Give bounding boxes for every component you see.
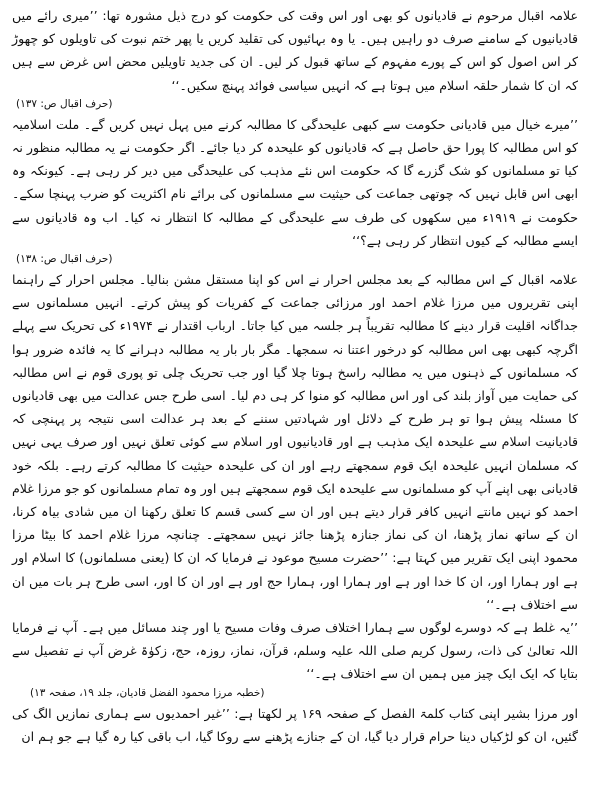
citation-harf-iqbal-138: (حرف اقبال ص: ۱۳۸)	[16, 253, 113, 266]
paragraph-iqbal-advice: علامہ اقبال مرحوم نے قادیانوں کو بھی اور اس وقت کی حکومت کو درج ذیل مشورہ تھا: ’’میری رائے میں قادیانیوں کے سامنے صرف دو راہیں ہیں۔ یا وہ بہائیوں کی تقلید کریں یا پھر ختم نبوت کی تاویلوں کو چھوڑ کر اس اصول کو اس کے پورے مفہوم کے ساتھ قبول کر لیں۔ ان کی جدید تاویلیں محض اس غرض سے ہیں کہ ان کا شمار حلقہ اسلام میں ہوتا ہے کہ انہیں سیاسی فوائد پہنچ سکیں۔‘‘	[12, 8, 578, 93]
citation-khutba-mahmood: (خطبہ مرزا محمود الفضل قادیان، جلد ۱۹، صفحہ ۱۳)	[30, 686, 265, 699]
citation-harf-iqbal-137: (حرف اقبال ص: ۱۳۷)	[16, 97, 113, 110]
paragraph-iqbal-quote: ’’میرے خیال میں قادیانی حکومت سے کبھی علیحدگی کا مطالبہ کرنے میں پہل نہیں کریں گے۔ ملت اسلامیہ کو اس مطالبہ کا پورا حق حاصل ہے کہ قادیانوں کو علیحدہ کر دیا جائے۔ اگر حکومت نے یہ مطالبہ منظور نہ کیا تو مسلمانوں کو شک گزرے گا کہ حکومت اس نئے مذہب کی علیحدگی میں دیر کر رہی ہے۔ کیونکہ وہ ابھی اس قابل نہیں کہ چوتھی جماعت کی حیثیت سے مسلمانوں کی برائے نام اکثریت کو ضرب پہنچا سکے۔ حکومت نے ۱۹۱۹ء میں سکھوں کی طرف سے علیحدگی کے مطالبہ کا انتظار نہ کیا۔ اب وہ قادیانوں سے ایسے مطالبہ کے کیوں انتظار کر رہی ہے؟‘‘	[12, 116, 579, 248]
paragraph-mirza-bashir: اور مرزا بشیر اپنی کتاب کلمۃ الفصل کے صفحہ ۱۶۹ پر لکھتا ہے: ’’غیر احمدیوں سے ہماری نمازیں الگ کی گئیں، ان کو لڑکیاں دینا حرام قرار دیا گیا، ان کے جنازے پڑھنے سے روکا گیا، اب باقی کیا رہ گیا ہے جو ہم ان	[12, 705, 578, 744]
paragraph-mahmood-quote: ’’یہ غلط ہے کہ دوسرے لوگوں سے ہمارا اختلاف صرف وفات مسیح یا اور چند مسائل میں ہے۔ آپ نے فرمایا اللہ تعالیٰ کی ذات، رسول کریم صلی اللہ علیہ وسلم، قرآن، نماز، روزہ، حج، زکوٰۃ غرض آپ نے تفصیل سے بتایا کہ ایک ایک چیز میں ہمیں ان سے اختلاف ہے۔‘‘	[12, 620, 578, 682]
paragraph-ahrar-mission: علامہ اقبال کے اس مطالبہ کے بعد مجلس احرار نے اس کو اپنا مستقل مشن بنالیا۔ مجلس احرار کے راہنما اپنی تقریروں میں مرزا غلام احمد اور مرزائی جماعت کے کفریات کو پیش کرتے۔ انہیں مسلمانوں سے جداگانہ اقلیت قرار دینے کا مطالبہ تقریباً ہر جلسہ میں کیا جاتا۔ ارباب اقتدار نے ۱۹۷۴ء کی تحریک سے پہلے اگرچہ کبھی بھی اس مطالبہ کو درخور اعتنا نہ سمجھا۔ مگر بار بار یہ مطالبہ دہرانے کا یہ فائدہ ضرور ہوا کہ مسلمانوں کے ذہنوں میں یہ مطالبہ راسخ ہوتا چلا گیا اور جب تحریک چلی تو پوری قوم نے اس مطالبہ کی حمایت میں آواز بلند کی اور اس مطالبہ کو منوا کر ہی دم لیا۔ اسی طرح جس عدالت میں بھی قادیانوں کا مسئلہ پیش ہوا تو ہر طرح کے دلائل اور شہادتیں سننے کے بعد ہر عدالت اسی نتیجہ پر پہنچی کہ قادیانیت اسلام سے علیحدہ ایک مذہب ہے اور قادیانیوں اور اسلام سے کوئی تعلق نہیں اور صرف یہی نہیں کہ مسلمان انہیں علیحدہ ایک قوم سمجھتے رہے اور ان کی علیحدہ حیثیت کا مطالبہ کرتے رہے۔ بلکہ خود قادیانی بھی اپنے آپ کو مسلمانوں سے علیحدہ ایک قوم سمجھتے ہیں اور وہ تمام مسلمانوں کو جو مرزا غلام احمد کو نہیں مانتے انہیں کافر قرار دیتے ہیں اور ان سے کسی قسم کا تعلق رکھنا ان میں شادی بیاہ کرنا، ان کے ساتھ نماز پڑھنا، ان کی نماز جنازہ پڑھنا جائز نہیں سمجھتے۔ چنانچہ مرزا غلام احمد کا بیٹا مرزا محمود اپنی ایک تقریر میں کہتا ہے: ’’حضرت مسیح موعود نے فرمایا کہ ان کا (یعنی مسلمانوں) کا اسلام اور ہے اور ہمارا اور، ان کا خدا اور ہے اور ہمارا اور، ہمارا حج اور ہے اور ان کا اور، اسی طرح ہر بات میں ان سے اختلاف ہے۔‘‘	[12, 272, 578, 612]
